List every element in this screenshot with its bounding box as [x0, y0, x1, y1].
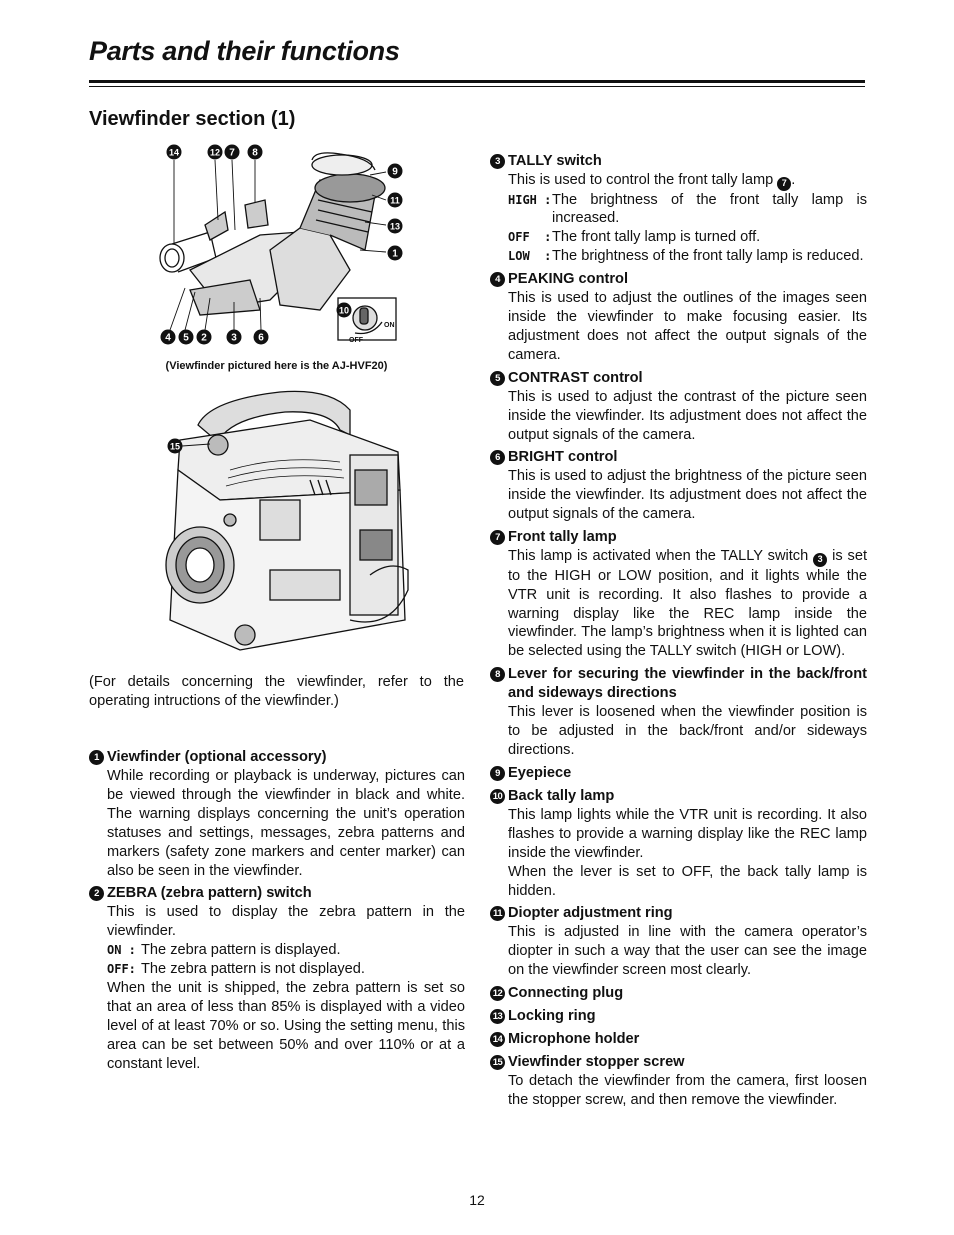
item-title: TALLY switch	[508, 153, 602, 169]
item-locking-ring	[490, 1007, 867, 1026]
item-title: Locking ring	[508, 1008, 596, 1025]
callout-10: 10	[338, 305, 350, 316]
item-title: BRIGHT control	[508, 449, 618, 466]
callout-12: 12	[209, 147, 221, 158]
item-title: Viewfinder (optional accessory)	[107, 749, 327, 765]
item-peaking-control	[490, 270, 867, 365]
option-key: OFF:	[107, 962, 136, 977]
viewfinder-illustration	[150, 140, 410, 350]
inline-ref: 3	[813, 553, 827, 567]
item-title: Back tally lamp	[508, 787, 615, 804]
item-tally-switch	[490, 152, 867, 266]
item-title: Diopter adjustment ring	[508, 905, 673, 922]
item-title: Lever for securing the viewfinder in the back/front and sideways directions	[508, 666, 867, 702]
item-number: 11	[490, 906, 505, 921]
item-connecting-plug	[490, 984, 867, 1003]
item-title: Eyepiece	[508, 764, 572, 781]
item-title: PEAKING control	[508, 271, 628, 288]
inline-ref: 7	[777, 177, 791, 191]
item-zebra-switch	[89, 884, 465, 1073]
callout-9: 9	[392, 166, 398, 178]
item-body: This is used to display the zebra pattern in the viewfinder.	[107, 904, 465, 940]
item-number: 9	[490, 766, 505, 781]
callout-4: 4	[165, 332, 171, 344]
callout-6: 6	[258, 332, 264, 344]
item-number: 10	[490, 789, 505, 804]
option-key: ON :	[107, 943, 136, 958]
item-body: This lamp lights while the VTR unit is recording. It also flashes to provide a warning display like the REC lamp inside the viewfinder.	[508, 806, 867, 861]
page-title: Parts and their functions	[89, 36, 400, 66]
option-key: HIGH :	[508, 192, 552, 207]
item-body: This is used to adjust the outlines of the images seen inside the viewfinder to make focusing easier. Its adjustment does not affect the output signals of the camera.	[508, 290, 867, 363]
option-value: The brightness of the front tally lamp is reduced.	[552, 248, 864, 265]
callout-13: 13	[389, 221, 401, 232]
option-value: The zebra pattern is displayed.	[141, 942, 341, 959]
item-body: This is used to adjust the brightness of the picture seen inside the viewfinder. Its adjustment does not affect the output signals of the camera.	[508, 468, 867, 523]
item-number: 3	[490, 154, 505, 169]
item-stopper-screw	[490, 1053, 867, 1110]
option-row	[490, 228, 867, 247]
item-number: 2	[89, 886, 104, 901]
item-bright-control	[490, 448, 867, 524]
item-body: This is used to adjust the contrast of the picture seen inside the viewfinder. Its adjustment does not affect the output signals of the camera.	[508, 388, 867, 443]
item-securing-lever	[490, 665, 867, 760]
callout-15: 15	[169, 441, 181, 452]
item-diopter-ring	[490, 904, 867, 980]
callout-1: 1	[392, 248, 398, 260]
option-row	[89, 960, 465, 979]
callout-2: 2	[201, 332, 207, 344]
item-body: This is used to control the front tally lamp 7 .	[490, 171, 867, 191]
item-number: 4	[490, 272, 505, 287]
left-column	[89, 748, 465, 1078]
lever-on-label: ON	[384, 322, 395, 329]
option-key: LOW :	[508, 249, 552, 264]
item-number: 6	[490, 450, 505, 465]
item-number: 15	[490, 1055, 505, 1070]
item-title: ZEBRA (zebra pattern) switch	[107, 885, 312, 902]
callout-7: 7	[229, 147, 235, 159]
option-row	[89, 941, 465, 960]
option-key: OFF :	[508, 230, 552, 245]
item-body: While recording or playback is underway, pictures can be viewed through the viewfinder in black and white. The warning displays concerning the unit’s operation statuses and settings, messages, zebra patterns and markers (safety zone markers and center marker) can also be seen in the viewfinder.	[107, 768, 465, 879]
camera-illustration	[160, 380, 412, 662]
item-body-extra: When the unit is shipped, the zebra pattern is set so that an area of less than 85% is displayed with a video level of at least 70% or so. Using the setting menu, this area can be set between 50% and over 110% or at a constant level.	[107, 980, 465, 1072]
item-contrast-control	[490, 369, 867, 445]
item-body: This lamp is activated when the TALLY switch 3 is set to the HIGH or LOW position, and it lights while the VTR unit is recording. It also flashes to provide a warning display like the REC lamp inside the viewfinder. The lamp’s brightness when it is lighted can be selected using the TALLY switch (HIGH or LOW).	[508, 548, 868, 660]
item-body: To detach the viewfinder from the camera, first loosen the stopper screw, and then remove the viewfinder.	[508, 1073, 867, 1109]
callouts-right	[388, 164, 403, 261]
item-viewfinder	[89, 748, 465, 880]
item-front-tally-lamp	[490, 528, 867, 661]
item-eyepiece	[490, 764, 867, 783]
item-number: 8	[490, 667, 505, 682]
section-title: Viewfinder section (1)	[89, 108, 296, 130]
item-body: This is adjusted in line with the camera operator’s diopter in such a way that the user can see the image on the viewfinder screen most clearly.	[508, 924, 867, 979]
item-body-extra: When the lever is set to OFF, the back tally lamp is hidden.	[508, 863, 867, 899]
item-body: This lever is loosened when the viewfinder position is to be adjusted in the back/front and/or sideways directions.	[508, 704, 867, 759]
callouts-bottom	[161, 330, 269, 345]
item-number: 7	[490, 530, 505, 545]
option-value: The brightness of the front tally lamp is increased.	[552, 191, 867, 227]
item-number: 14	[490, 1032, 505, 1047]
item-number: 12	[490, 986, 505, 1001]
item-title: Connecting plug	[508, 985, 624, 1002]
item-number: 5	[490, 371, 505, 386]
right-column	[490, 152, 867, 1114]
item-title: Front tally lamp	[508, 529, 617, 546]
item-back-tally-lamp	[490, 787, 867, 901]
lever-off-label: OFF	[349, 337, 363, 344]
option-row	[490, 191, 867, 229]
callout-14: 14	[168, 147, 180, 158]
option-value: The zebra pattern is not displayed.	[141, 961, 365, 978]
item-microphone-holder	[490, 1030, 867, 1049]
item-title: Viewfinder stopper screw	[508, 1054, 685, 1071]
item-number: 1	[89, 750, 104, 765]
callout-8: 8	[252, 147, 258, 159]
callout-11: 11	[390, 195, 400, 206]
item-title: CONTRAST control	[508, 369, 643, 386]
page-number: 12	[469, 1192, 485, 1208]
option-row	[490, 247, 867, 266]
callouts-top	[167, 145, 263, 160]
callout-3: 3	[231, 332, 237, 344]
option-value: The front tally lamp is turned off.	[552, 229, 761, 246]
item-title: Microphone holder	[508, 1031, 640, 1048]
item-number: 13	[490, 1009, 505, 1024]
callout-5: 5	[183, 332, 189, 344]
viewfinder-note: (For details concerning the viewfinder, refer to the operating intructions of the viewfinder.)	[89, 674, 464, 709]
figure-caption: (Viewfinder pictured here is the AJ-HVF20)	[165, 360, 388, 372]
title-rule	[89, 80, 865, 87]
